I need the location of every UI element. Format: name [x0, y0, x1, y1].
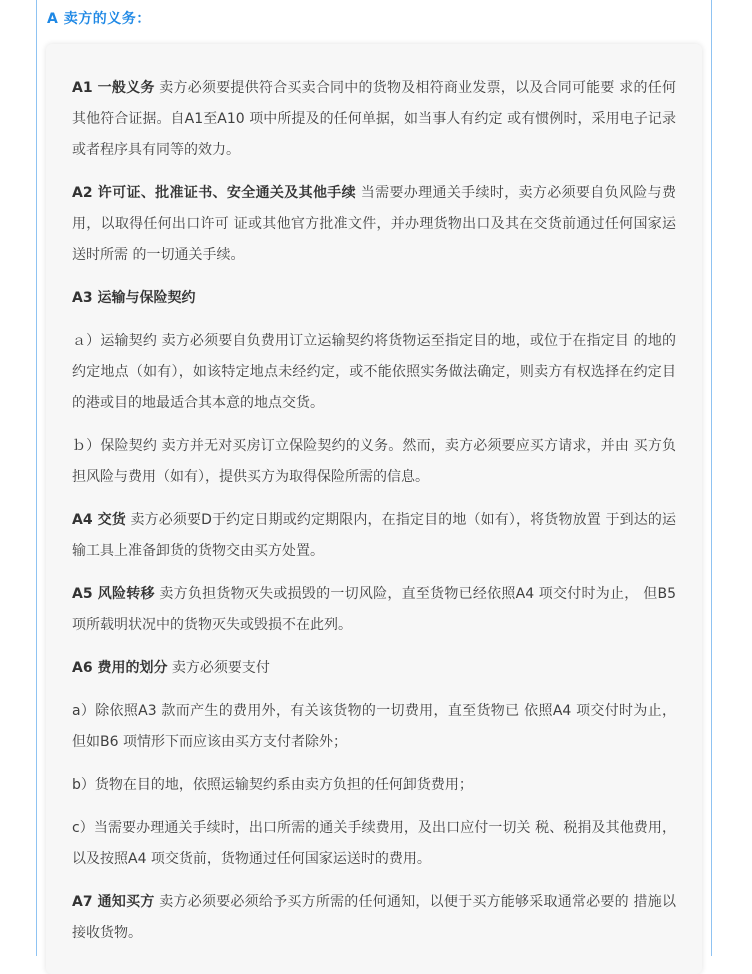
paragraph-text: 卖方必须要提供符合买卖合同中的货物及相符商业发票，以及合同可能要 求的任何其他符合证据。自A1至A10 项中所提及的任何单据，如当事人有约定 或有惯例时，采用电子记录或者程序具有同等的效力。 [72, 80, 677, 158]
paragraph-a3-a [72, 326, 676, 419]
paragraph-a5 [72, 579, 676, 641]
paragraph-text: a）除依照A3 款而产生的费用外，有关该货物的一切费用，直至货物已 依照A4 项交付时为止，但如B6 项情形下而应该由买方支付者除外； [72, 703, 676, 750]
paragraph-a1 [72, 73, 676, 166]
paragraph-heading: A2 许可证、批准证书、安全通关及其他手续 [72, 185, 356, 201]
terms-card [46, 44, 702, 974]
paragraph-heading: A4 交货 [72, 512, 126, 528]
section-title: A 卖方的义务： [47, 11, 151, 27]
paragraph-text: 卖方必须要支付 [167, 660, 270, 676]
paragraph-a4 [72, 505, 676, 567]
paragraph-heading: A6 费用的划分 [72, 660, 168, 676]
paragraph-a2 [72, 178, 676, 271]
paragraph-heading: A1 一般义务 [72, 80, 155, 96]
paragraph-heading: A5 风险转移 [72, 586, 155, 602]
paragraph-a3-b [72, 431, 676, 493]
paragraph-a7 [72, 887, 676, 949]
paragraph-heading: A7 通知买方 [72, 894, 155, 910]
paragraph-text: 当需要办理通关手续时，卖方必须要自负风险与费用，以取得任何出口许可 证或其他官方批准文件，并办理货物出口及其在交货前通过任何国家运送时所需 的一切通关手续。 [72, 185, 676, 263]
paragraph-text: b）货物在目的地，依照运输契约系由卖方负担的任何卸货费用； [72, 777, 473, 793]
paragraph-text: 卖方必须要必须给予买方所需的任何通知，以便于买方能够采取通常必要的 措施以接收货物。 [72, 894, 677, 941]
paragraph-a6-c [72, 813, 676, 875]
paragraph-text: 卖方必须要D于约定日期或约定期限内，在指定目的地（如有），将货物放置 于到达的运输工具上准备卸货的货物交由买方处置。 [72, 512, 676, 559]
paragraph-text: 卖方负担货物灭失或损毁的一切风险，直至货物已经依照A4 项交付时为止， 但B5项所载明状况中的货物灭失或毁损不在此列。 [72, 586, 676, 633]
paragraph-heading: A3 运输与保险契约 [72, 290, 196, 306]
paragraph-a3 [72, 283, 676, 314]
paragraph-a6 [72, 653, 676, 684]
paragraph-a6-a [72, 696, 676, 758]
paragraph-text: ｂ）保险契约 卖方并无对买房订立保险契约的义务。然而，卖方必须要应买方请求，并由 买方负担风险与费用（如有），提供买方为取得保险所需的信息。 [72, 438, 676, 485]
paragraph-text: c）当需要办理通关手续时，出口所需的通关手续费用，及出口应付一切关 税、税捐及其他费用，以及按照A4 项交货前，货物通过任何国家运送时的费用。 [72, 820, 676, 867]
paragraph-text: ａ）运输契约 卖方必须要自负费用订立运输契约将货物运至指定目的地，或位于在指定目 的地的约定地点（如有），如该特定地点未经约定，或不能依照实务做法确定，则卖方有权选择在约定目的港或目的地最适合其本意的地点交货。 [72, 333, 676, 411]
paragraph-a6-b [72, 770, 676, 801]
